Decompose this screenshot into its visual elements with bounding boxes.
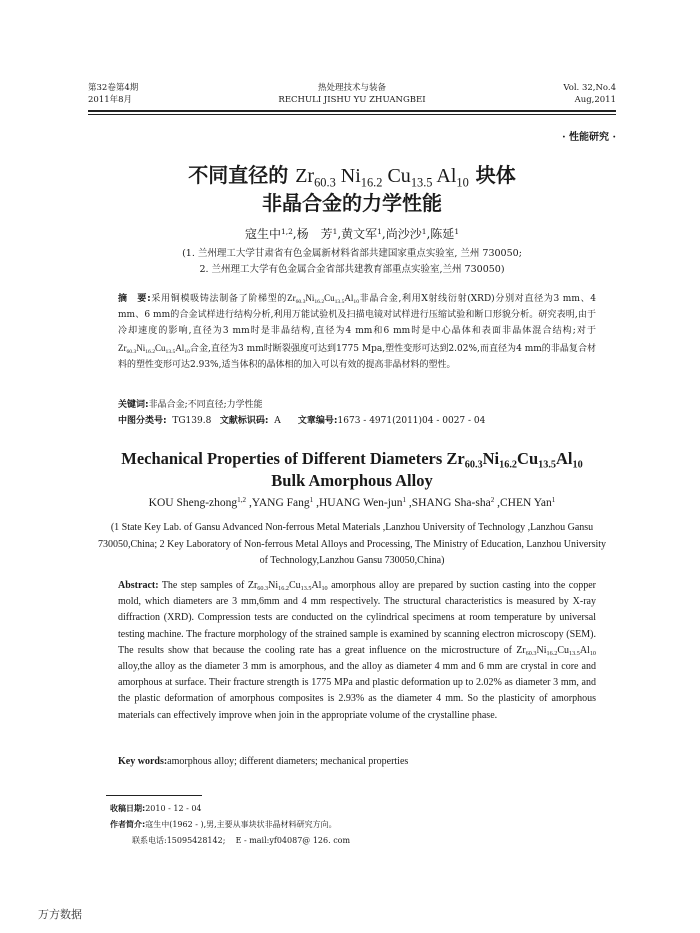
author-name: 寇生中 (244, 227, 281, 241)
abstract-cn-text: 合金,直径为3 mm时断裂强度可达到1775 Mpa,塑性变形可达到2.02%,而直径为4 mm的非晶复合材料的塑性变形可达2.93%,适当体积的晶体相的加入可以有效的提高非晶材料的塑性。 (118, 343, 596, 370)
title-en-line1 (88, 448, 616, 470)
contact-label: 联系电话: (132, 836, 167, 845)
author-name: ,YANG Fang (246, 497, 310, 509)
element-cu: Cu (387, 165, 411, 187)
abstract-en-text: alloy,the alloy as the diameter 3 mm is amorphous, and the alloy as diameter 4 mm and 6 mm are crystal in core and amorphous at surface. Their fracture strength is 1775 MPa and plastic deformation up to 2.02% as diameter 3 mm, and the plastic deformation of amorphous composites is 2.93% as the diameter 4 mm. So the plasticity of amorphous materials can effectively improve when join in the appropriate volume of the crystalline phase. (118, 661, 596, 721)
email-label: E - mail: (235, 836, 270, 845)
article-no-value: 1673 - 4971(2011)04 - 0027 - 04 (337, 416, 486, 426)
affiliation-cn-1: (1. 兰州理工大学甘肃省有色金属新材料省部共建国家重点实验室, 兰州 730050; (182, 248, 522, 259)
author-sup: 1 (377, 226, 382, 236)
keywords-en-text: amorphous alloy; different diameters; mechanical properties (167, 756, 409, 767)
affiliation-cn-2: 2. 兰州理工大学有色金属合金省部共建教育部重点实验室,兰州 730050) (199, 264, 505, 275)
keywords-cn-label: 关键词: (118, 400, 149, 410)
title-en-line2: Bulk Amorphous Alloy (271, 471, 433, 490)
abstract-cn-label: 摘 要: (118, 294, 151, 304)
contact-phone: 15095428142; (166, 836, 226, 845)
formula: $Zr_{60.3}Ni_{16.2}Cu_{13.5}Al_{10}$ (287, 293, 359, 305)
title-cn-prefix: 不同直径的 (188, 163, 289, 187)
journal-name-en: RECHULI JISHU YU ZHUANGBEI (278, 95, 426, 105)
clc-value: TG139.8 (172, 416, 212, 426)
classification-line (118, 413, 596, 429)
author-name: KOU Sheng-zhong (148, 497, 238, 509)
received-label: 收稿日期: (110, 804, 146, 813)
contact-email: yf04087@ 126. com (269, 836, 351, 845)
abstract-cn-text: 采用铜模吸铸法制备了阶梯型的 (150, 294, 288, 304)
author-bio: 寇生中(1962 - ),男,主要从事块状非晶材料研究方向。 (145, 820, 337, 829)
author-name: ,SHANG Sha-sha (406, 497, 491, 509)
footnote-contact (132, 834, 350, 848)
footnote-author (110, 818, 337, 832)
header-right (563, 82, 616, 106)
author-name: ,黄文军 (337, 227, 378, 241)
author-sup: 1 (332, 226, 338, 236)
keywords-en (118, 756, 596, 767)
title-cn-line2: 非晶合金的力学性能 (262, 191, 442, 215)
doc-code-value: A (274, 416, 281, 426)
author-name: ,杨 芳 (292, 227, 333, 241)
header-rule-thin (88, 114, 616, 115)
date-en: Aug,2011 (574, 95, 616, 105)
element-zr: Zr (295, 165, 315, 187)
formula: $Zr_{60.3}Ni_{16.2}Cu_{13.5}Al_{10}$ (118, 342, 190, 355)
authors-en (88, 497, 616, 509)
formula: $Zr_{60.3}Ni_{16.2}Cu_{13.5}Al_{10}$ (516, 644, 596, 657)
keywords-cn-text: 非晶合金;不同直径;力学性能 (148, 400, 263, 410)
author-sup: 1 (309, 496, 314, 505)
formula (295, 165, 469, 190)
author-name: ,HUANG Wen-jun (313, 497, 403, 509)
keywords-cn (118, 397, 596, 413)
formula: $Zr_{60.3}Ni_{16.2}Cu_{13.5}Al_{10}$ (446, 449, 583, 471)
author-name: ,尚沙沙 (381, 227, 422, 241)
author-sup: 1,2 (280, 226, 293, 236)
abstract-cn (118, 290, 596, 373)
footnote-rule (106, 795, 202, 796)
abstract-en-label: Abstract: (118, 580, 159, 591)
received-date: 2010 - 12 - 04 (145, 804, 202, 813)
element-al: Al (436, 165, 457, 187)
abstract-en (118, 578, 596, 724)
subscript: 60.3 (314, 175, 336, 190)
journal-name-cn: 热处理技术与装备 (317, 83, 386, 93)
section-tag: · 性能研究 · (562, 132, 616, 143)
abstract-en-text: amorphous alloy are prepared by suction casting into the copper mold, which diameters are 3 mm,6mm and 4 mm respectively. The structural characteristics is measured by X-ray diffraction (XRD). Compression tests are conducted on the cylindrical specimens at room temperature by universal testing machine. The fracture morphology of the strained sample is examined by scanning electron microscopy (SEM). The results show that because the cooling rate has a great influence on the microstructure of (118, 580, 596, 656)
author-sup: 1 (402, 496, 407, 505)
element-ni: Ni (340, 165, 361, 187)
title-en-prefix: Mechanical Properties of Different Diameters (121, 449, 447, 468)
affiliation-en: (1 State Key Lab. of Gansu Advanced Non-ferrous Metal Materials ,Lanzhou University of Technology ,Lanzhou Gansu 730050,China; 2 Key Laboratory of Non-ferrous Metal Alloys and Processing, The Ministry of Education, Lanzhou University of Technology,Lanzhou Gansu 730050,China) (97, 522, 607, 566)
author-sup: 1 (454, 226, 460, 236)
authors-cn (88, 225, 616, 242)
header-rule-thick (88, 110, 616, 112)
subscript: 10 (456, 175, 469, 190)
formula: $Zr_{60.3}Ni_{16.2}Cu_{13.5}Al_{10}$ (247, 580, 328, 593)
author-sup: 2 (490, 496, 495, 505)
volume-cn: 第32卷第4期 (88, 83, 139, 93)
subscript: 13.5 (410, 175, 433, 190)
header-center (88, 82, 616, 106)
title-cn-line1 (88, 162, 616, 189)
article-no-label: 文章编号: (297, 416, 338, 426)
abstract-cn-text: 非晶合金,利用X射线衍射(XRD)分别对直径为3 mm、4 mm、6 mm的合金试样进行结构分析,利用万能试验机及扫描电镜对试样进行压缩试验和断口形貌分析。研究表明,由于冷却速度的影响,直径为3 mm时是非晶结构,直径为4 mm和6 mm时是中心晶体和表面非晶体混合结构;对于 (118, 294, 596, 337)
author-sup: 1 (551, 496, 556, 505)
author-sup: 1 (421, 226, 427, 236)
doc-code-label: 文献标识码: (219, 416, 269, 426)
watermark: 万方数据 (38, 908, 82, 921)
date-cn: 2011年8月 (88, 95, 133, 105)
author-bio-label: 作者简介: (110, 820, 146, 829)
running-header (88, 82, 616, 110)
clc-label: 中图分类号: (118, 416, 167, 426)
author-name: ,陈延 (426, 227, 455, 241)
author-name: ,CHEN Yan (494, 497, 552, 509)
volume-en: Vol. 32,No.4 (563, 83, 616, 93)
subscript: 16.2 (360, 175, 383, 190)
keywords-en-label: Key words: (118, 756, 168, 767)
title-cn-suffix: 块体 (475, 163, 516, 187)
author-sup: 1,2 (237, 496, 247, 505)
footnote-received (110, 802, 202, 816)
abstract-en-text: The step samples of (158, 580, 248, 591)
